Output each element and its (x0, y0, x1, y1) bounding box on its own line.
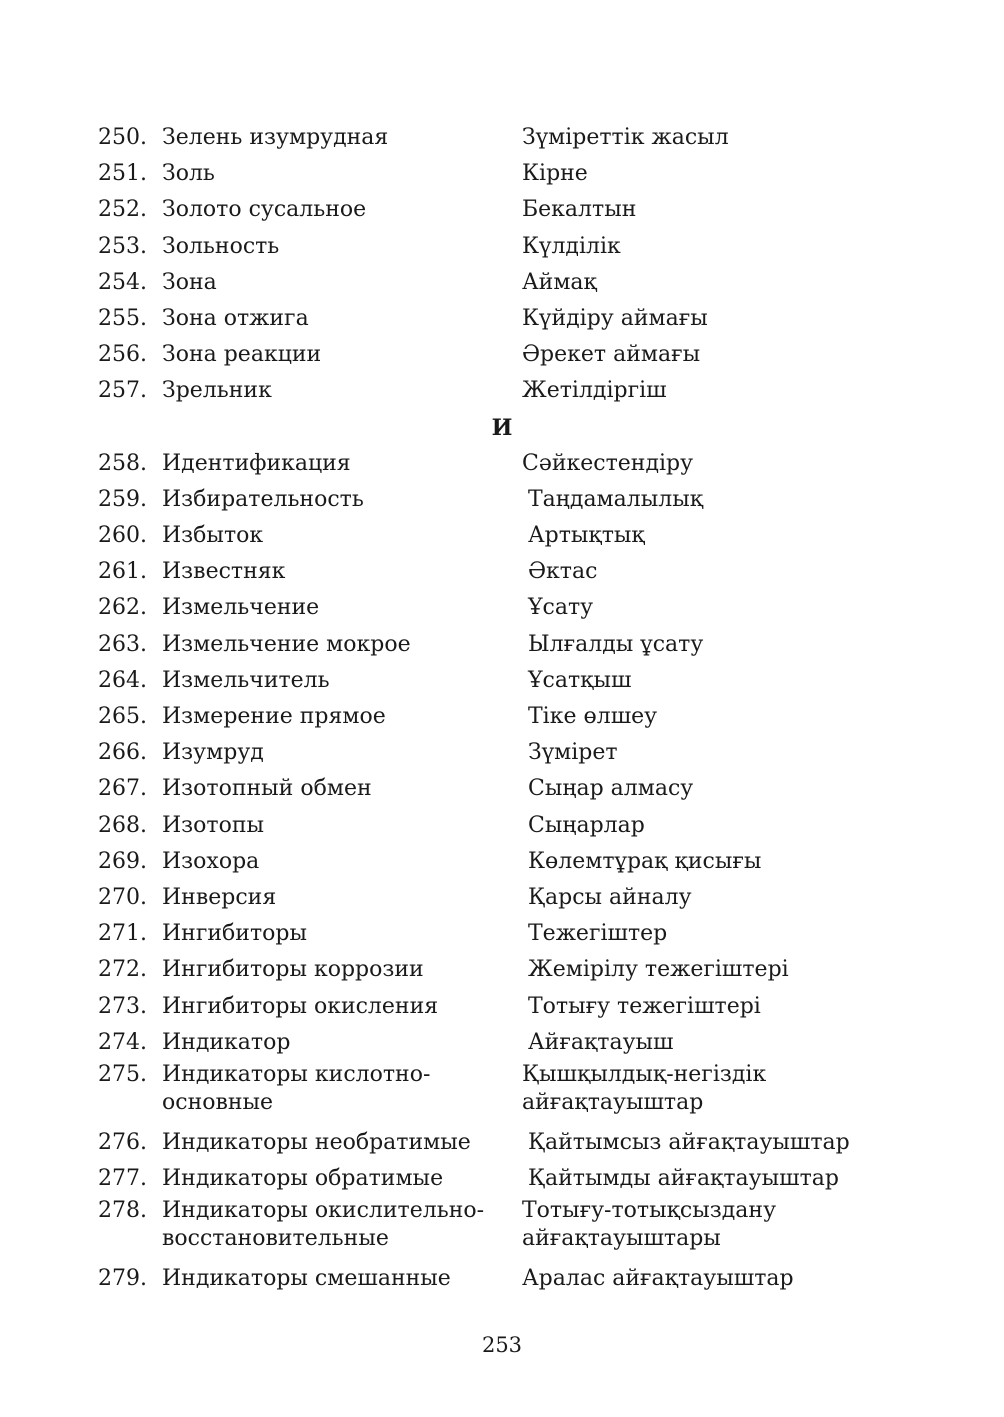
glossary-row (0, 1025, 1004, 1061)
russian-term: Индикаторы обратимые (162, 1166, 444, 1192)
glossary-row (0, 663, 1004, 699)
entry-number: 273. (98, 993, 147, 1019)
entry-number: 265. (98, 704, 147, 729)
kazakh-term (522, 1061, 766, 1117)
glossary-row (0, 989, 1004, 1025)
russian-term: Известняк (162, 559, 286, 585)
entry-number: 261. (98, 559, 147, 585)
glossary-row (0, 1061, 1004, 1125)
russian-term: Зона (162, 269, 217, 295)
glossary-row (0, 1125, 1004, 1161)
glossary-row (0, 627, 1004, 663)
entry-number: 264. (98, 667, 147, 693)
russian-term: Зона реакции (162, 342, 322, 368)
russian-term: Избыток (162, 523, 264, 549)
russian-term: Инверсия (162, 884, 277, 910)
kazakh-term-line: Тотығу-тотықсыздану (522, 1198, 777, 1224)
entry-number: 277. (98, 1166, 147, 1192)
russian-term: Индикаторы смешанные (162, 1266, 451, 1292)
glossary-row (0, 916, 1004, 952)
section-letter-heading: И (491, 414, 513, 441)
russian-term: Золь (162, 161, 215, 187)
entry-number: 251. (98, 161, 147, 187)
russian-term: Ингибиторы окисления (162, 993, 439, 1019)
russian-term (162, 1197, 484, 1253)
entry-number: 276. (98, 1129, 147, 1155)
kazakh-term: Зүмірет (528, 740, 618, 766)
glossary-row (0, 482, 1004, 518)
entry-number: 263. (98, 631, 147, 657)
kazakh-term: Күлділік (522, 233, 621, 259)
russian-term: Зрельник (162, 378, 272, 404)
kazakh-term: Көлемтұрақ қисығы (528, 848, 762, 874)
kazakh-term: Ұсату (528, 595, 594, 621)
glossary-row (0, 446, 1004, 482)
russian-term: Изохора (162, 848, 260, 874)
russian-term: Зона отжига (162, 305, 309, 331)
kazakh-term: Тіке өлшеу (528, 704, 658, 729)
entry-number: 257. (98, 378, 147, 404)
kazakh-term: Әрекет аймағы (522, 342, 701, 368)
glossary-row (0, 735, 1004, 771)
russian-term: Изумруд (162, 740, 264, 766)
glossary-row (0, 265, 1004, 301)
glossary-row (0, 518, 1004, 554)
kazakh-term: Бекалтын (522, 197, 637, 223)
russian-term-line: Индикаторы кислотно- (162, 1061, 431, 1087)
glossary-row (0, 373, 1004, 409)
kazakh-term: Жемірілу тежегіштері (528, 957, 789, 983)
entry-number: 253. (98, 233, 147, 259)
glossary-row (0, 771, 1004, 807)
russian-term: Зелень изумрудная (162, 125, 389, 150)
entry-number: 255. (98, 305, 147, 331)
glossary-list (0, 120, 1004, 1297)
entry-number: 259. (98, 486, 147, 512)
kazakh-term: Қайтымсыз айғақтауыштар (528, 1129, 850, 1155)
russian-term: Избирательность (162, 486, 364, 512)
entry-number: 270. (98, 884, 147, 910)
entry-number: 254. (98, 269, 147, 295)
russian-term: Ингибиторы коррозии (162, 957, 424, 983)
entry-number: 260. (98, 523, 147, 549)
glossary-row (0, 1161, 1004, 1197)
russian-term: Измельчитель (162, 667, 330, 693)
entry-number: 279. (98, 1266, 147, 1292)
glossary-row (0, 1197, 1004, 1261)
entry-number: 272. (98, 957, 147, 983)
kazakh-term: Тотығу тежегіштері (528, 993, 761, 1019)
russian-term-line: восстановительные (162, 1226, 389, 1252)
russian-term: Индикатор (162, 1029, 291, 1055)
kazakh-term: Күйдіру аймағы (522, 305, 708, 331)
russian-term: Изотопный обмен (162, 776, 372, 802)
kazakh-term-line: айғақтауыштары (522, 1226, 721, 1252)
glossary-row (0, 192, 1004, 228)
kazakh-term: Артықтық (528, 523, 645, 549)
kazakh-term: Аймақ (522, 269, 597, 295)
kazakh-term (522, 1197, 776, 1253)
glossary-row (0, 554, 1004, 590)
glossary-row (0, 120, 1004, 156)
kazakh-term: Ылғалды ұсату (528, 631, 704, 657)
entry-number: 258. (98, 450, 147, 476)
russian-term: Ингибиторы (162, 921, 307, 947)
russian-term-line: основные (162, 1089, 274, 1115)
kazakh-term-line: Қышқылдық-негіздік (522, 1061, 767, 1087)
entry-number: 256. (98, 342, 147, 368)
page-number: 253 (481, 1333, 523, 1357)
kazakh-term: Әктас (528, 559, 598, 585)
glossary-row (0, 590, 1004, 626)
russian-term: Изотопы (162, 812, 265, 838)
kazakh-term: Қарсы айналу (528, 884, 692, 910)
glossary-row (0, 1261, 1004, 1297)
kazakh-term-line: айғақтауыштар (522, 1089, 704, 1115)
russian-term: Измельчение мокрое (162, 631, 411, 657)
russian-term: Измерение прямое (162, 704, 386, 729)
kazakh-term: Сәйкестендіру (522, 450, 694, 476)
glossary-row (0, 808, 1004, 844)
entry-number: 250. (98, 125, 147, 150)
entry-number: 274. (98, 1029, 147, 1055)
kazakh-term: Жетілдіргіш (522, 378, 667, 404)
entry-number: 267. (98, 776, 147, 802)
entry-number: 266. (98, 740, 147, 766)
kazakh-term: Таңдамалылық (528, 486, 704, 512)
kazakh-term: Сыңарлар (528, 812, 645, 838)
glossary-row (0, 156, 1004, 192)
glossary-row (0, 880, 1004, 916)
kazakh-term: Қайтымды айғақтауыштар (528, 1166, 839, 1192)
kazakh-term: Аралас айғақтауыштар (522, 1266, 794, 1292)
russian-term: Измельчение (162, 595, 320, 621)
kazakh-term: Айғақтауыш (528, 1029, 674, 1055)
glossary-row (0, 699, 1004, 735)
kazakh-term: Сыңар алмасу (528, 776, 694, 802)
russian-term: Идентификация (162, 450, 351, 476)
entry-number: 268. (98, 812, 147, 838)
entry-number: 262. (98, 595, 147, 621)
russian-term: Золото сусальное (162, 197, 367, 223)
kazakh-term: Тежегіштер (528, 921, 668, 947)
entry-number: 271. (98, 921, 147, 947)
kazakh-term: Ұсатқыш (528, 667, 632, 693)
glossary-row (0, 337, 1004, 373)
entry-number: 278. (98, 1198, 147, 1224)
glossary-row (0, 301, 1004, 337)
entry-number: 252. (98, 197, 147, 223)
kazakh-term: Кірне (522, 161, 588, 187)
entry-number: 275. (98, 1061, 147, 1087)
kazakh-term: Зүміреттік жасыл (522, 125, 729, 150)
russian-term (162, 1061, 430, 1117)
entry-number: 269. (98, 848, 147, 874)
russian-term-line: Индикаторы окислительно- (162, 1198, 485, 1224)
glossary-row (0, 952, 1004, 988)
glossary-row (0, 229, 1004, 265)
glossary-row (0, 844, 1004, 880)
russian-term: Индикаторы необратимые (162, 1129, 471, 1155)
russian-term: Зольность (162, 233, 280, 259)
